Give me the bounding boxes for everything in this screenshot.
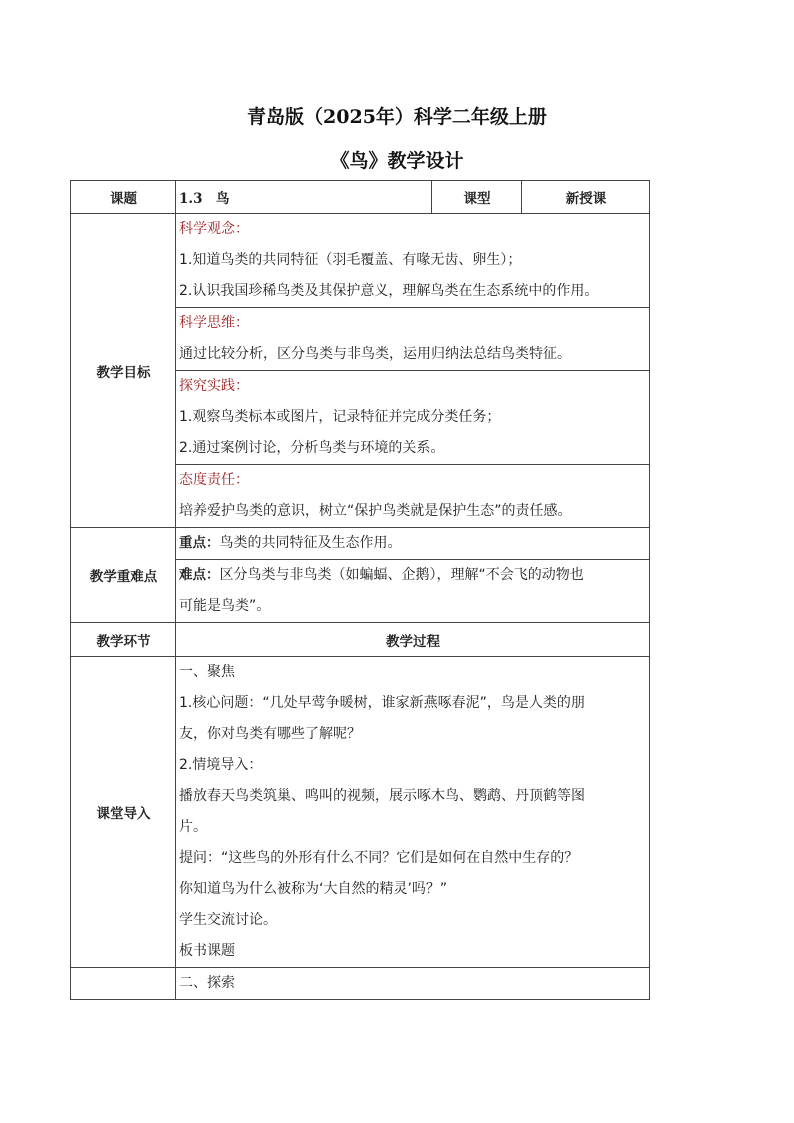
key-points-content — [176, 528, 650, 623]
sci-thinking-heading: 科学思维： — [179, 315, 249, 331]
intro-line-6: 片。 — [179, 819, 207, 835]
intro-label: 课堂导入 — [71, 657, 176, 968]
lesson-type-value: 新授课 — [522, 181, 650, 214]
objectives-content — [176, 214, 650, 528]
sci-concept-line-2: 2.认识我国珍稀鸟类及其保护意义，理解鸟类在生态系统中的作用。 — [179, 283, 599, 299]
explore-line-1: 二、探索 — [179, 975, 235, 991]
attitude-line-1: 培养爱护鸟类的意识，树立“保护鸟类就是保护生态”的责任感。 — [179, 503, 572, 519]
objectives-row — [71, 214, 650, 528]
explore-row — [71, 968, 650, 1000]
topic-value: 1.3 鸟 — [176, 181, 432, 214]
sci-concept-line-1: 1.知道鸟类的共同特征（羽毛覆盖、有喙无齿、卵生）； — [179, 252, 522, 268]
difficulty-line-2: 可能是鸟类”。 — [179, 598, 271, 614]
sci-concept-heading: 科学观念： — [179, 221, 249, 237]
intro-line-8: 你知道鸟为什么被称为‘大自然的精灵’吗？” — [179, 881, 448, 897]
process-header-row — [71, 623, 650, 657]
key-point-text: 鸟类的共同特征及生态作用。 — [219, 535, 402, 551]
difficulty-text-1: 区分鸟类与非鸟类（如蝙蝠、企鹅），理解“不会飞的动物也 — [219, 567, 584, 583]
stage-header: 教学环节 — [71, 623, 176, 657]
lesson-plan-table — [70, 180, 650, 1000]
inquiry-block — [176, 370, 649, 464]
document-title: 青岛版（2025年）科学二年级上册 — [247, 106, 547, 128]
explore-content — [176, 968, 650, 1000]
sci-concept-block — [176, 214, 649, 307]
key-points-label: 教学重难点 — [71, 528, 176, 623]
intro-line-5: 播放春天鸟类筑巢、鸣叫的视频，展示啄木鸟、鹦鹉、丹顶鹤等图 — [179, 788, 585, 804]
intro-line-9: 学生交流讨论。 — [179, 912, 277, 928]
explore-label — [71, 968, 176, 1000]
intro-line-3: 友，你对鸟类有哪些了解呢？ — [179, 726, 361, 742]
attitude-heading: 态度责任： — [179, 472, 249, 488]
topic-label: 课题 — [71, 181, 176, 214]
key-point-label: 重点： — [179, 535, 220, 551]
topic-row — [71, 181, 650, 214]
intro-line-10: 板书课题 — [179, 943, 235, 959]
intro-line-1: 一、聚焦 — [179, 664, 235, 680]
difficulty-line-1 — [179, 560, 646, 591]
intro-content — [176, 657, 650, 968]
sci-thinking-line-1: 通过比较分析，区分鸟类与非鸟类，运用归纳法总结鸟类特征。 — [179, 346, 571, 362]
inquiry-line-2: 2.通过案例讨论，分析鸟类与环境的关系。 — [179, 440, 445, 456]
process-header: 教学过程 — [176, 623, 650, 657]
key-point-line — [176, 528, 649, 559]
key-points-row — [71, 528, 650, 623]
difficulty-block — [176, 559, 649, 622]
intro-row — [71, 657, 650, 968]
intro-line-4: 2.情境导入： — [179, 757, 263, 773]
sci-thinking-block — [176, 307, 649, 370]
objectives-label: 教学目标 — [71, 214, 176, 528]
intro-line-2: 1.核心问题：“几处早莺争暖树，谁家新燕啄春泥”，鸟是人类的朋 — [179, 695, 585, 711]
document-subtitle: 《鸟》教学设计 — [330, 150, 464, 172]
inquiry-line-1: 1.观察鸟类标本或图片，记录特征并完成分类任务； — [179, 409, 501, 425]
difficulty-label: 难点： — [179, 567, 220, 583]
intro-line-7: 提问：“这些鸟的外形有什么不同？它们是如何在自然中生存的？ — [179, 850, 579, 866]
lesson-type-label: 课型 — [432, 181, 522, 214]
attitude-block — [176, 464, 649, 527]
inquiry-heading: 探究实践： — [179, 378, 249, 394]
